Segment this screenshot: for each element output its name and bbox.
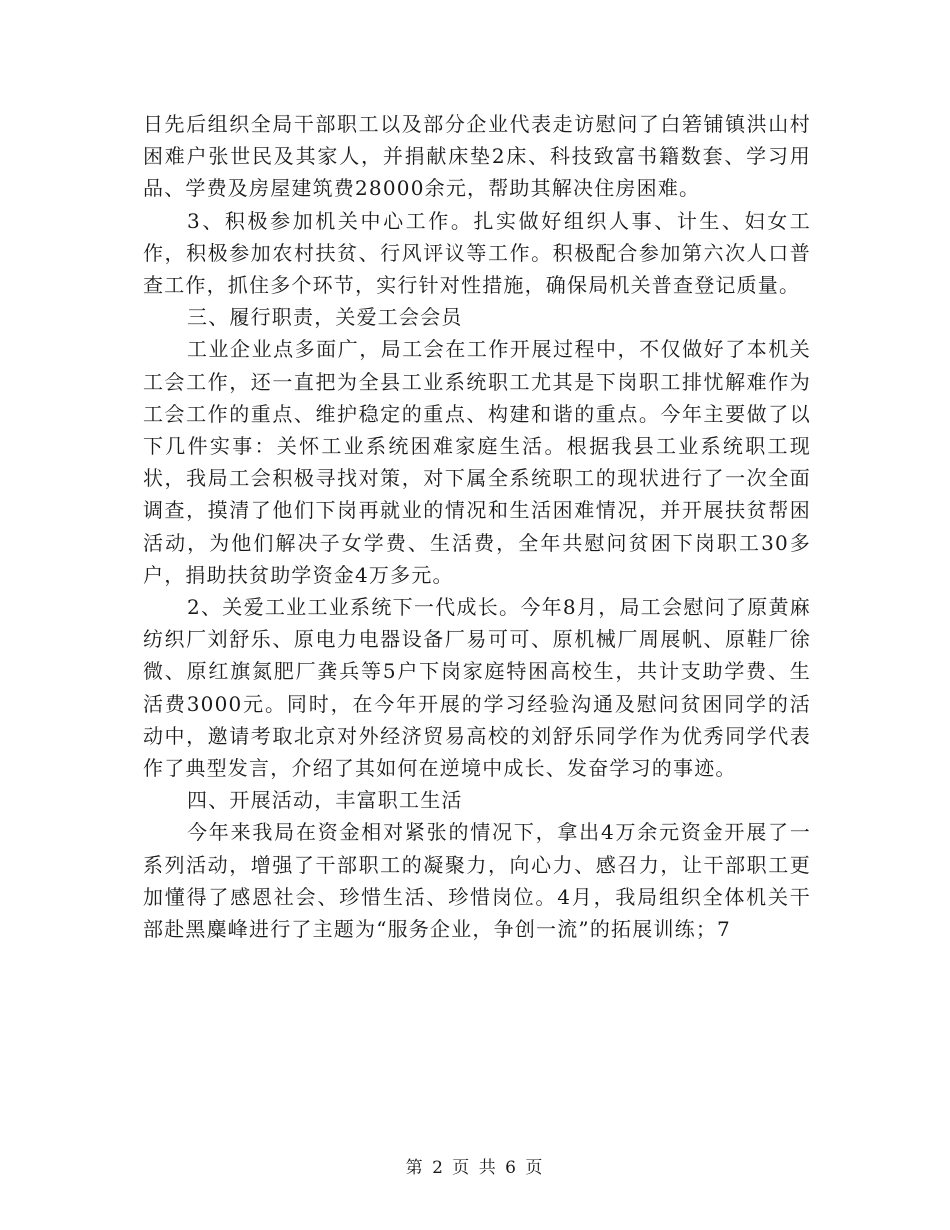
document-body xyxy=(143,108,811,945)
paragraph-continuation: 日先后组织全局干部职工以及部分企业代表走访慰问了白箬铺镇洪山村困难户张世民及其家人，并捐献床垫2床、科技致富书籍数套、学习用品、学费及房屋建筑费28000余元，帮助其解决住房困难。 xyxy=(143,112,811,201)
paragraph-item-3: 3、积极参加机关中心工作。扎实做好组织人事、计生、妇女工作，积极参加农村扶贫、行风评议等工作。积极配合参加第六次人口普查工作，抓住多个环节，实行针对性措施，确保局机关普查登记质量。 xyxy=(143,208,811,298)
section-heading-4: 四、开展活动，丰富职工生活 xyxy=(187,788,463,813)
paragraph-section-4-intro: 今年来我局在资金相对紧张的情况下，拿出4万余元资金开展了一系列活动，增强了干部职工的凝聚力，向心力、感召力，让干部职工更加懂得了感恩社会、珍惜生活、珍惜岗位。4月，我局组织全体机关干部赴黑麋峰进行了主题为“服务企业，争创一流”的拓展训练；7 xyxy=(143,820,811,942)
paragraph-section-3-intro: 工业企业点多面广，局工会在工作开展过程中，不仅做好了本机关工会工作，还一直把为全县工业系统职工尤其是下岗职工排忧解难作为工会工作的重点、维护稳定的重点、构建和谐的重点。今年主要做了以下几件实事：关怀工业系统困难家庭生活。根据我县工业系统职工现状，我局工会积极寻找对策，对下属全系统职工的现状进行了一次全面调查，摸清了他们下岗再就业的情况和生活困难情况，并开展扶贫帮困活动，为他们解决子女学费、生活费，全年共慰问贫困下岗职工30多户，捐助扶贫助学资金4万多元。 xyxy=(143,337,811,587)
page-number-footer: 第 2 页 共 6 页 xyxy=(405,1158,545,1178)
section-heading-3: 三、履行职责，关爱工会会员 xyxy=(187,305,463,330)
paragraph-item-2: 2、关爱工业工业系统下一代成长。今年8月，局工会慰问了原黄麻纺织厂刘舒乐、原电力电器设备厂易可可、原机械厂周展帆、原鞋厂徐微、原红旗氮肥厂龚兵等5户下岗家庭特困高校生，共计支助学费、生活费3000元。同时，在今年开展的学习经验沟通及慰问贫困同学的活动中，邀请考取北京对外经济贸易高校的刘舒乐同学作为优秀同学代表作了典型发言，介绍了其如何在逆境中成长、发奋学习的事迹。 xyxy=(143,595,811,781)
